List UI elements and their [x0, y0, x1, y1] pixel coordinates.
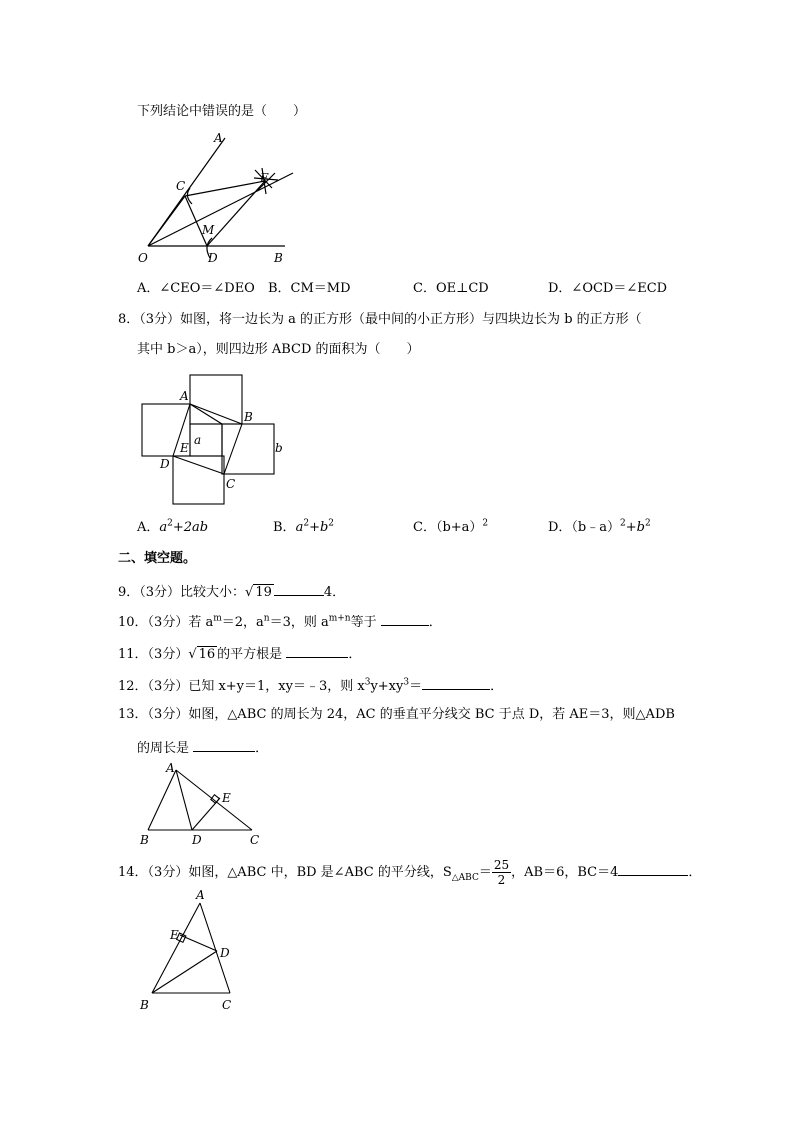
q7-label-D: D [208, 251, 218, 265]
section-title: 二、填空题。 [118, 551, 197, 566]
q7-stem: 下列结论中错误的是（ ） [137, 104, 307, 119]
q8-line2: 其中 b＞a），则四边形 ABCD 的面积为（ ） [137, 342, 420, 357]
q13-label-E: E [222, 791, 231, 805]
q9: 9．（3分）比较大小：√ 19 4． [118, 582, 345, 602]
q8-line1: 8．（3分）如图，将一边长为 a 的正方形（最中间的小正方形）与四块边长为 b 的正方形（ [118, 312, 642, 327]
q8-label-E: E [180, 441, 189, 455]
q8-option-c: C．$(b+a)^2$ [413, 518, 489, 535]
q13-line1: 13．（3分）如图，△ABC 的周长为 24，AC 的垂直平分线交 BC 于点 D，若 AE＝3，则△ADB [118, 707, 675, 722]
q13-label-C: C [250, 833, 260, 847]
q8-figure [140, 372, 285, 507]
q11: 11．（3分）√ 16 的平方根是 ． [118, 644, 361, 664]
q7-label-B: B [274, 251, 283, 265]
q14-label-D: D [220, 946, 230, 960]
q7-option-d: D．∠OCD＝∠ECD [548, 281, 668, 296]
q14-label-B: B [140, 998, 149, 1012]
q8-label-B: B [244, 410, 253, 424]
q13-label-A: A [166, 761, 175, 775]
q8-label-D: D [160, 457, 170, 471]
q7-option-b: B．CM＝MD [268, 281, 351, 296]
q13-label-B: B [140, 833, 149, 847]
q8-option-d: D．$(b﹣a)^2+b^2$ [548, 518, 651, 535]
q8-label-a: a [194, 433, 202, 447]
q12: 12．（3分）已知 x+y＝1，xy＝﹣3，则 $x^3y+xy^3=$ ． [118, 677, 504, 694]
q14-label-E: E [170, 928, 179, 942]
q7-figure [130, 128, 320, 273]
q8-label-C: C [226, 477, 236, 491]
q7-label-M: M [202, 223, 215, 237]
q14-figure [140, 885, 250, 1015]
q7-label-O: O [138, 251, 148, 265]
q14-label-A: A [196, 888, 205, 902]
q7-label-A: A [214, 131, 223, 145]
q10: 10．（3分）若 $a^m=2$，$a^n=3$，则 $a^{m+n}$等于 ． [118, 613, 442, 630]
q8-option-a: A．$a^2+2ab$ [137, 518, 209, 535]
q13-label-D: D [192, 833, 202, 847]
q13-line2: 的周长是 ． [137, 738, 268, 758]
q13-figure [140, 760, 270, 850]
q14: 14．（3分）如图，△ABC 中，BD 是∠ABC 的平分线，$S_{\triangle ABC}=$ $\frac{25}{2}$ ，AB＝6，BC＝4 ． [118, 858, 702, 887]
q7-option-c: C．OE⊥CD [413, 281, 489, 296]
q8-label-b: b [275, 441, 283, 455]
q8-label-A: A [180, 389, 189, 403]
q7-label-C: C [176, 179, 186, 193]
q7-option-a: A．∠CEO＝∠DEO [137, 281, 255, 296]
q7-label-E: E [260, 171, 269, 185]
q14-label-C: C [222, 998, 232, 1012]
q8-option-b: B．$a^2+b^2$ [273, 518, 335, 535]
